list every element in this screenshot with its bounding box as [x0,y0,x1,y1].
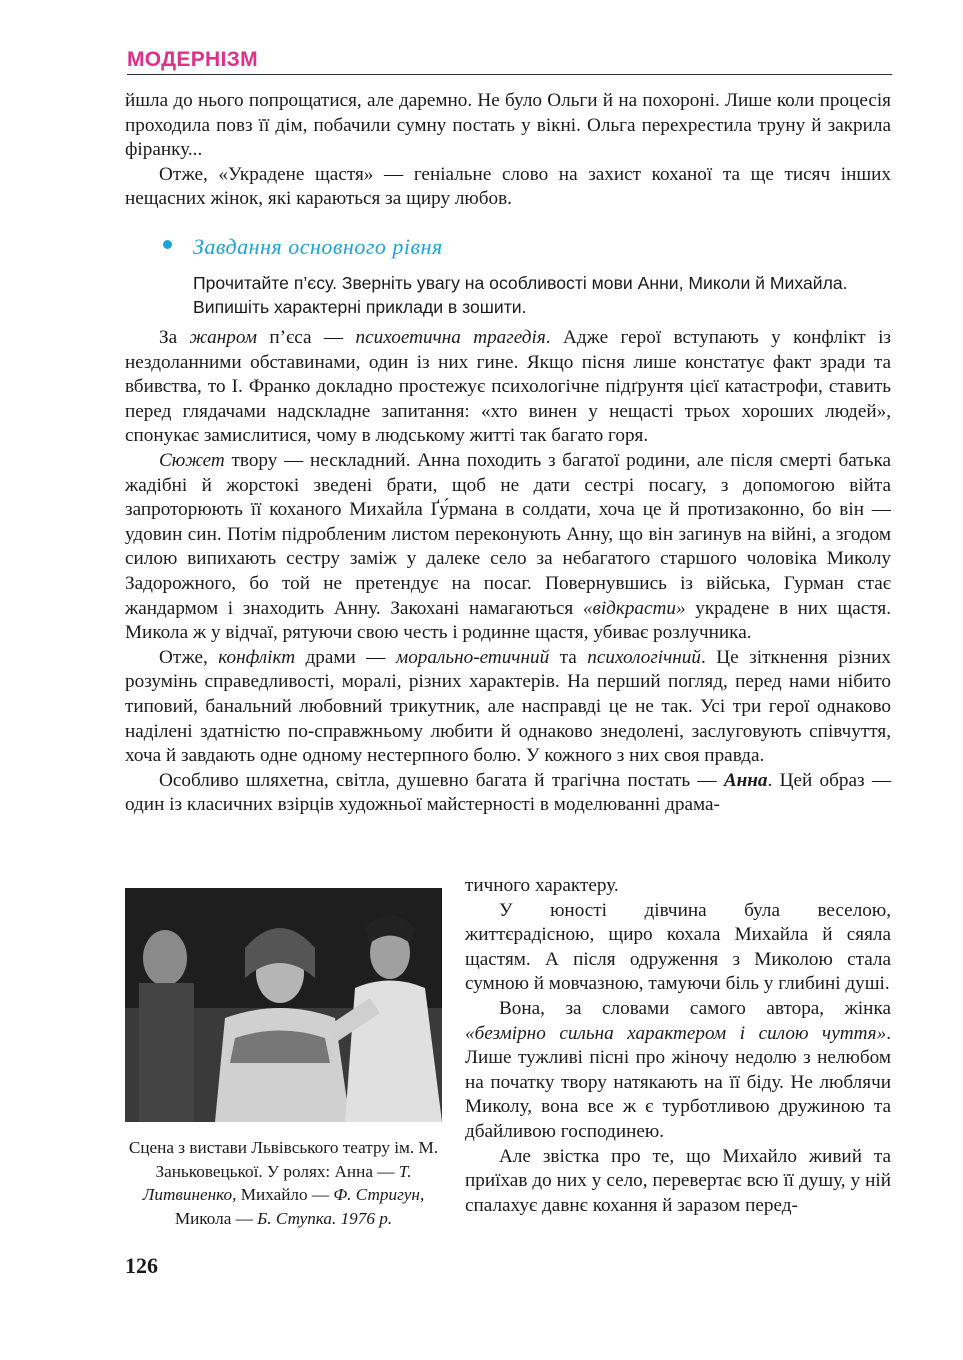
right-paragraph-1: У юності дівчина була веселою, життєрадісною, щиро кохала Михайла й сяяла щастям. А після одруження з Миколою стала сумною й мовчазною, тамуючи біль у глибині душі. [465,899,891,995]
intro-paragraph-2: Отже, «Украдене щастя» — геніальне слово на захист коханої та ще тисяч інших нещасних жінок, які караються за щиру любов. [125,163,891,210]
task-heading: Завдання основного рівня [193,234,443,259]
photo-illustration [125,888,442,1122]
right-paragraph-2: Вона, за словами самого автора, жінка «безмірно сильна характером і силою чуття». Лише тужливі пісні про жіночу недолю з нелюбом на початку твору натякають на її біду. Не люблячи Миколу, вона все ж є турботливою дружиною та дбайливою господинею. [465,997,891,1142]
intro-text [125,89,891,212]
main-text [125,326,891,818]
bullet-icon [163,240,172,249]
right-column-text [465,874,891,1218]
paragraph-conflict: Отже, конфлікт драми — морально-етичний та психологічний. Це зіткнення різних розумінь справедливості, моралі, різних характерів. На перший погляд, перед нами нібито типовий, банальний любовний трикутник, але насправді це не так. Усі три герої однаково наділені здатністю по-справжньому любити й однаково знедолені, заслуговують співчуття, хоча й завдають одне одному нестерпного болю. У кожного з них своя правда. [125,646,891,767]
theatre-scene-photo [125,888,442,1122]
right-paragraph-0: тичного характеру. [465,875,619,896]
task-text: Прочитайте п’єсу. Зверніть увагу на особливості мови Анни, Миколи й Михайла. Випишіть характерні приклади в зошити. [193,273,848,317]
section-title: МОДЕРНІЗМ [127,48,258,71]
paragraph-anna: Особливо шляхетна, світла, душевно багата й трагічна постать — Анна. Цей образ — один із класичних взірців художньої майстерності в моделюванні драма- [125,769,892,816]
photo-caption: Сцена з вистави Львівського театру ім. М. Заньковецької. У ролях: Анна — Т. Литвиненко, Михайло — Ф. Стригун, Микола — Б. Ступка. 1976 р. [128,1138,439,1228]
paragraph-plot: Сюжет твору — нескладний. Анна походить з багатої родини, але після смерті батька жадібні й жорстокі зведені брати, щоб не дати сестрі посагу, з допомогою війта запроторюють її коханого Михайла Ґу́рмана в солдати, хоча це й протизаконно, бо він — удовин син. Потім підробленим листом переконують Анну, що він загинув на війні, а згодом силою випихають сестру заміж у далеке село за небагатого старшого чоловіка Миколу Задорожного, бо той не претендує на посаг. Повернувшись із війська, Гурман стає жандармом і знаходить Анну. Закохані намагаються «відкрасти» украдене в них щастя. Микола ж у відчаї, рятуючи свою честь і родинне щастя, убиває розлучника. [125,449,891,644]
paragraph-genre: За жанром п’єса — психоетична трагедія. Адже герої вступають у конфлікт із нездоланними обставинами, один із них гине. Якщо пісня лише констатує факт зради та вбивства, то І. Франко докладно простежує психологічне підґрунтя цієї катастрофи, ставить перед глядачами надскладне запитання: «хто винен у нещасті трьох хороших людей», спонукає замислитися, чому в людському житті так багато горя. [125,327,891,447]
right-paragraph-3: Але звістка про те, що Михайло живий та приїхав до них у село, перевертає всю її душу, у ній спалахує давнє кохання й заразом перед- [465,1145,891,1216]
page-number: 126 [125,1253,158,1278]
intro-paragraph-1: йшла до нього попрощатися, але даремно. Не було Ольги й на похороні. Лише коли процесія проходила повз її дім, побачили сумну постать у вікні. Ольга перехрестила труну й закрила фіранку... [125,90,891,161]
header-divider [127,74,892,75]
